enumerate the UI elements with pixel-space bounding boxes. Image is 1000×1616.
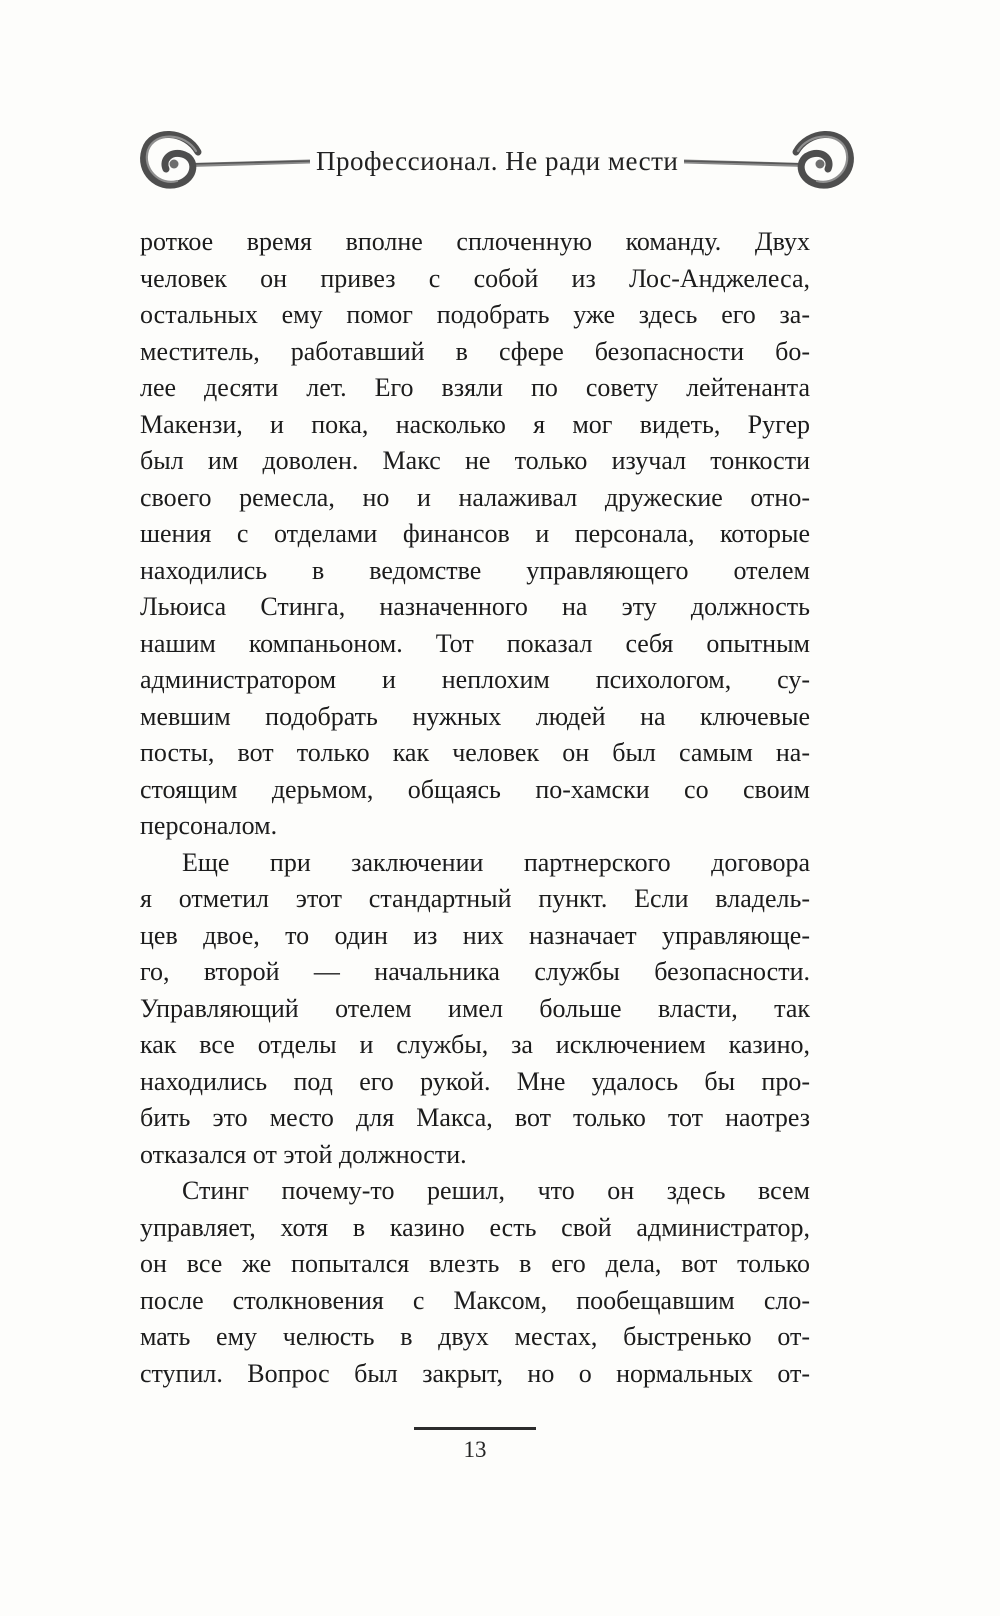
text-line: я отметил этот стандартный пункт. Если владель- (140, 884, 810, 913)
text-line: администратором и неплохим психологом, су- (140, 665, 810, 694)
text-line: своего ремесла, но и налаживал дружеские отно- (140, 482, 810, 512)
text-line: ступил. Вопрос был закрыт, но о нормальных от- (140, 1358, 810, 1388)
running-head-title: Профессионал. Не ради мести (316, 145, 679, 176)
curl-flourish-icon-mirrored (684, 128, 856, 194)
text-line: как все отделы и службы, за исключением казино, (140, 1030, 810, 1059)
text-line: мевшим подобрать нужных людей на ключевые (140, 701, 810, 731)
text-line: нашим компаньоном. Тот показал себя опытным (140, 628, 810, 658)
footer-rule (414, 1427, 536, 1430)
page-body (140, 224, 810, 1392)
text-line: го, второй — начальника службы безопасности. (140, 957, 810, 986)
curl-flourish-icon (138, 128, 310, 194)
text-line: был им доволен. Макс не только изучал тонкости (140, 446, 810, 475)
text-line: цев двое, то один из них назначает управляюще- (140, 920, 810, 950)
text-line: бить это место для Макса, вот только тот наотрез (140, 1103, 810, 1132)
text-line: отказался от этой должности. (140, 1139, 467, 1169)
page-footer (140, 1427, 810, 1463)
text-line: Макензи, и пока, насколько я мог видеть, Ругер (140, 409, 810, 439)
text-line: управляет, хотя в казино есть свой администратор, (140, 1212, 810, 1242)
text-line: персоналом. (140, 811, 278, 840)
text-line: после столкновения с Максом, пообещавшим сло- (140, 1285, 810, 1315)
text-line: человек он привез с собой из Лос-Анджелеса, (140, 263, 810, 293)
text-line: он все же попытался влезть в его дела, вот только (140, 1249, 810, 1278)
text-line: Льюиса Стинга, назначенного на эту должность (140, 592, 810, 621)
paragraph (140, 224, 810, 845)
text-line: находились под его рукой. Мне удалось бы про- (140, 1066, 810, 1096)
paragraph (140, 845, 810, 1174)
text-line: Стинг почему-то решил, что он здесь всем (182, 1176, 810, 1205)
text-line: Управляющий отелем имел больше власти, так (140, 993, 810, 1023)
text-line: посты, вот только как человек он был самым на- (140, 738, 810, 767)
text-line: мать ему челюсть в двух местах, быстренько от- (140, 1322, 810, 1351)
text-line: меститель, работавший в сфере безопасности бо- (140, 336, 810, 366)
running-head (138, 128, 812, 194)
text-line: стоящим дерьмом, общаясь по-хамски со своим (140, 774, 810, 804)
page-number: 13 (463, 1437, 487, 1462)
text-line: шения с отделами финансов и персонала, которые (140, 519, 810, 548)
text-line: остальных ему помог подобрать уже здесь его за- (140, 300, 810, 329)
text-line: находились в ведомстве управляющего отелем (140, 555, 810, 585)
paragraph (140, 1173, 810, 1392)
text-line: роткое время вполне сплоченную команду. Двух (140, 227, 810, 256)
text-line: Еще при заключении партнерского договора (182, 847, 810, 877)
text-line: лее десяти лет. Его взяли по совету лейтенанта (140, 373, 810, 402)
